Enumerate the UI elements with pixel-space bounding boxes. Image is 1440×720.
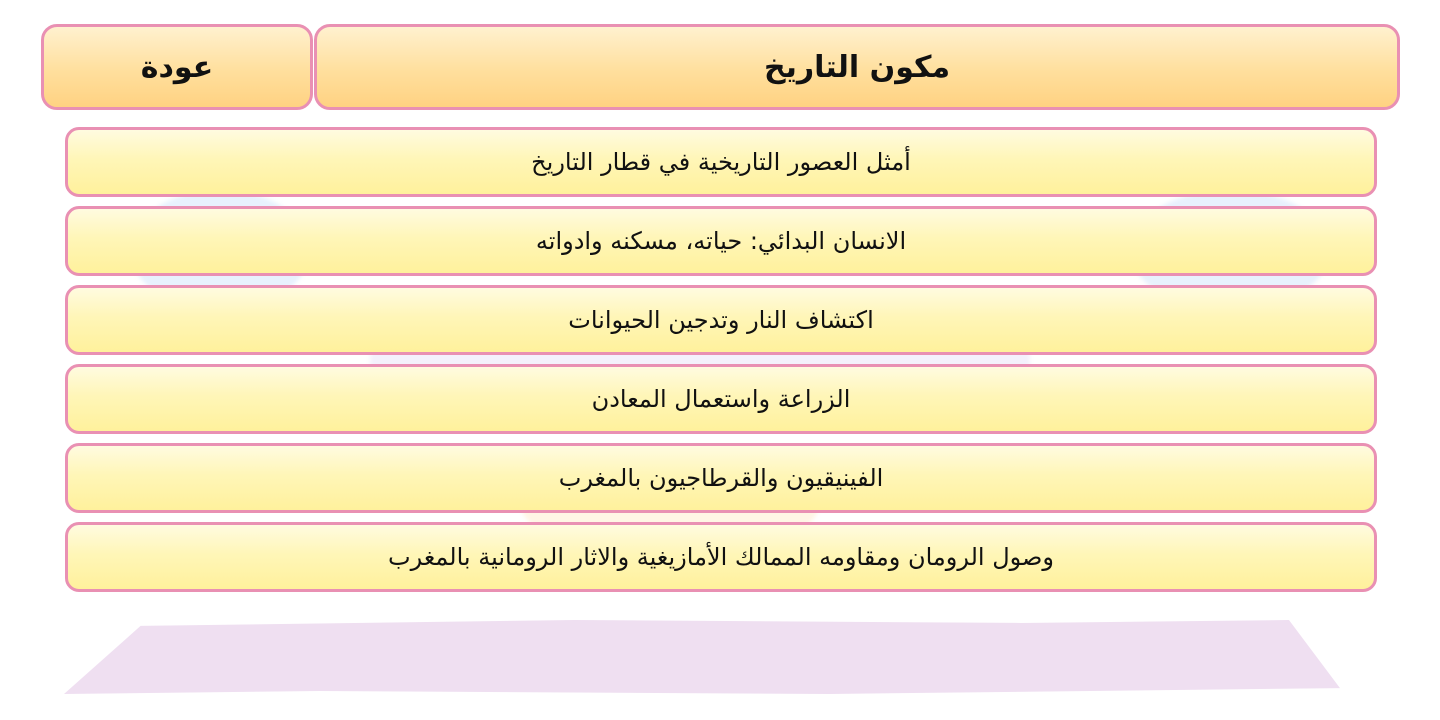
menu-item-phoenicians[interactable] [65, 443, 1377, 513]
menu-item-romans[interactable] [65, 522, 1377, 592]
page-title-bar [314, 24, 1400, 110]
menu-item-fire-domestication[interactable] [65, 285, 1377, 355]
menu-item-label: الفينيقيون والقرطاجيون بالمغرب [558, 464, 884, 492]
menu-item-label: الزراعة واستعمال المعادن [591, 385, 851, 413]
menu-item-label: أمثل العصور التاريخية في قطار التاريخ [531, 148, 911, 176]
page-title: مكون التاريخ [763, 49, 951, 85]
back-button[interactable] [41, 24, 313, 110]
menu-item-label: الانسان البدائي: حياته، مسكنه وادواته [535, 227, 907, 255]
menu-item-label: وصول الرومان ومقاومه الممالك الأمازيغية والاثار الرومانية بالمغرب [388, 543, 1054, 571]
menu-item-primitive-human[interactable] [65, 206, 1377, 276]
back-button-label: عودة [140, 49, 214, 85]
menu-item-label: اكتشاف النار وتدجين الحيوانات [568, 306, 874, 334]
background-floor-shape [64, 620, 1340, 694]
menu-item-agriculture-metals[interactable] [65, 364, 1377, 434]
menu-item-eras[interactable] [65, 127, 1377, 197]
